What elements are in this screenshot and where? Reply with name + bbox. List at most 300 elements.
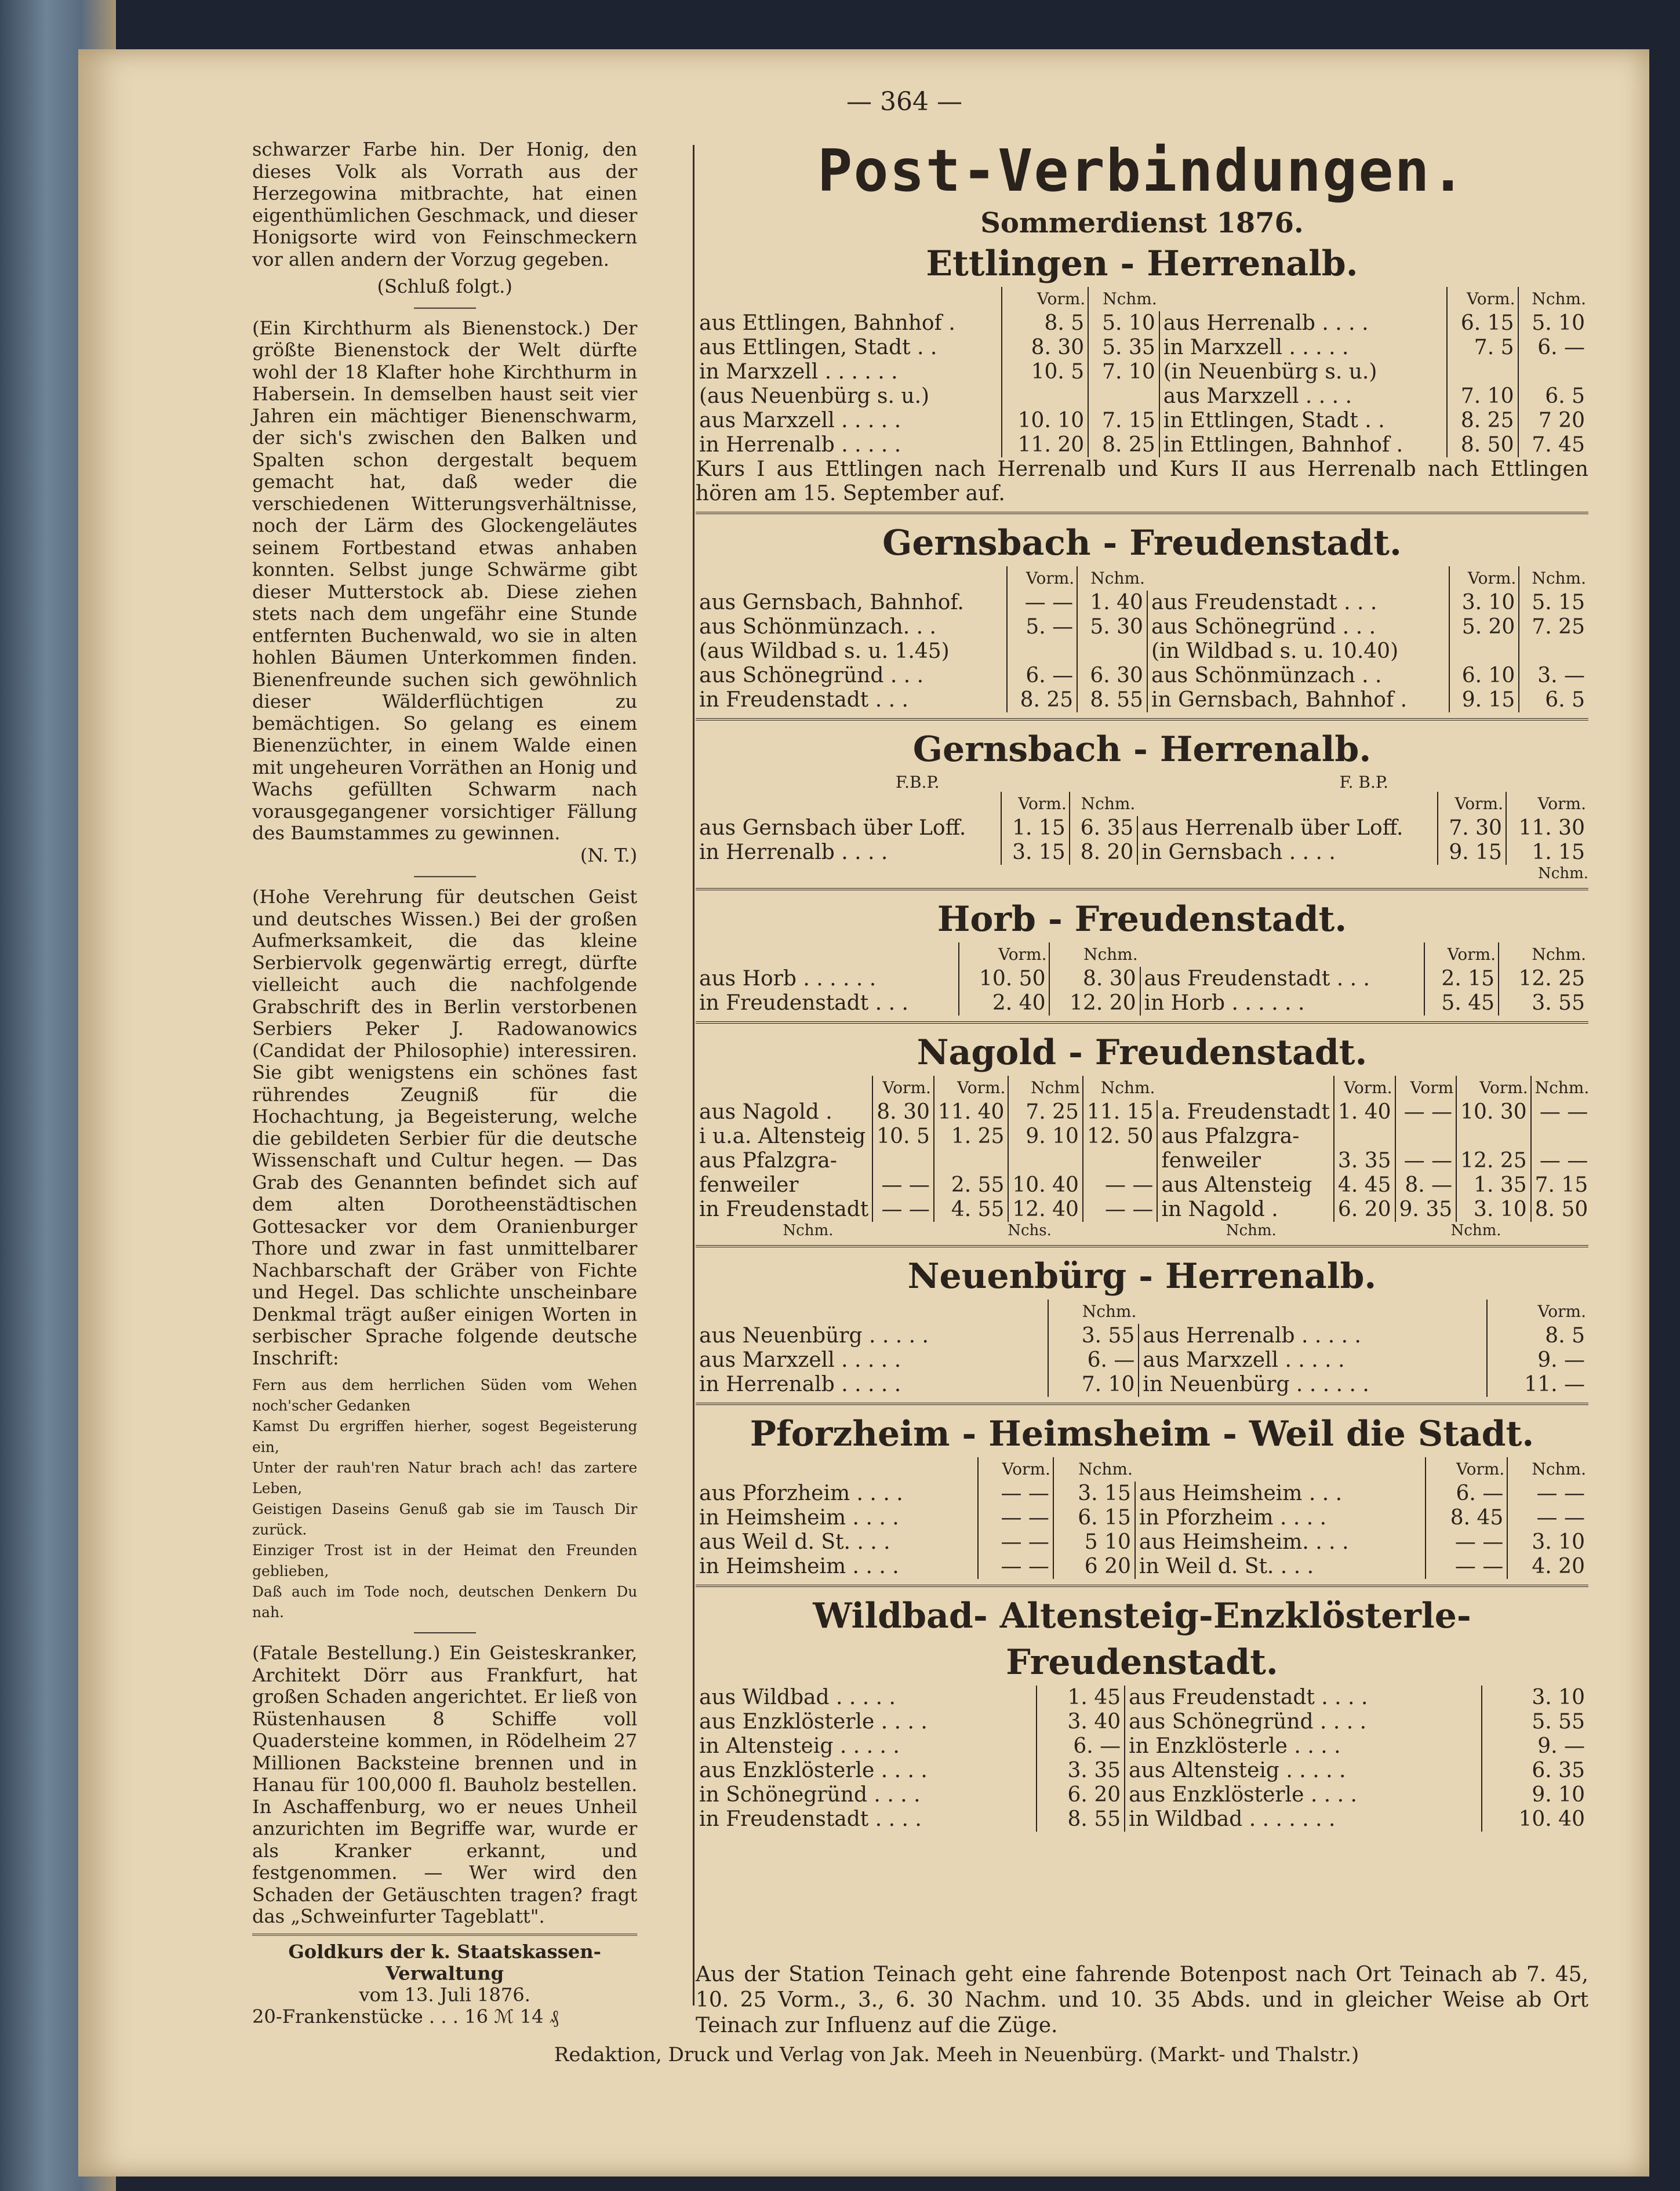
timetable-row — [696, 1506, 1588, 1530]
departure-time: — — — [872, 1198, 934, 1222]
departure-time: 11. 20 — [1002, 433, 1088, 457]
departure-time: 6. — — [1007, 664, 1077, 688]
station-label: in Gernsbach, Bahnhof . — [1147, 688, 1449, 712]
departure-time: 5. 35 — [1088, 336, 1159, 360]
time-column-header: Vorm. — [1487, 1300, 1588, 1324]
route-title: Wildbad- Altensteig-Enzklösterle- Freudenstadt. — [813, 1596, 1471, 1683]
epitaph-poem — [252, 1375, 637, 1623]
station-label: in Altensteig . . . . . — [699, 1734, 900, 1758]
time-column-header: Vorm. — [1001, 792, 1070, 816]
departure-time: — — — [1426, 1530, 1507, 1555]
route-title: Gernsbach - Freudenstadt. — [882, 523, 1402, 563]
station-label: aus Neuenbürg . . . . . — [699, 1324, 929, 1348]
station-label: in Herrenalb . . . . . — [699, 433, 901, 457]
departure-time: 9. — — [1487, 1348, 1588, 1373]
departure-time: — — — [1507, 1506, 1588, 1530]
departure-time: — — — [1007, 591, 1077, 615]
station-label: in Freudenstadt . . . — [699, 688, 908, 712]
station-label: aus Schönegründ . . . . — [1125, 1710, 1482, 1734]
departure-time — [1083, 1149, 1158, 1173]
time-column-header: Nchm. — [1531, 1076, 1592, 1100]
departure-time: 3. 35 — [1037, 1759, 1125, 1783]
station-label: aus Pfalzgra- — [1157, 1124, 1333, 1149]
station-label: in Enzklösterle . . . . — [1125, 1734, 1482, 1759]
departure-time: 1. 15 — [1506, 840, 1588, 865]
station-label: aus Altensteig . . . . . — [1125, 1759, 1482, 1783]
route-title: Nagold - Freudenstadt. — [917, 1032, 1368, 1073]
departure-time: — — — [1531, 1100, 1592, 1124]
departure-time — [1519, 639, 1588, 664]
station-label: aus Schönegründ . . . — [699, 664, 924, 687]
separator — [414, 876, 476, 878]
route-title: Neuenbürg - Herrenalb. — [907, 1256, 1377, 1297]
departure-time: 8. 45 — [1426, 1506, 1507, 1530]
header-spacer — [696, 1457, 978, 1482]
departure-time: 9. 10 — [1008, 1124, 1083, 1149]
time-column-header: Vorm. — [978, 1457, 1053, 1482]
departure-time — [1334, 1124, 1395, 1149]
departure-time: 3. 35 — [1334, 1149, 1395, 1173]
timetable — [696, 566, 1588, 712]
station-label: in Ettlingen, Bahnhof . — [1159, 433, 1447, 457]
station-label: in Weil d. St. . . . — [1135, 1555, 1426, 1579]
departure-time: 5. 55 — [1482, 1710, 1588, 1734]
departure-time: — — — [1395, 1149, 1457, 1173]
header-spacer — [696, 566, 1007, 591]
departure-time: 8. 30 — [1002, 336, 1088, 360]
departure-time: 7. 15 — [1088, 409, 1159, 433]
departure-time — [1531, 1124, 1592, 1149]
departure-time: 4. 45 — [1334, 1173, 1395, 1198]
time-column-header: Vorm. — [1334, 1076, 1395, 1100]
station-label: (in Wildbad s. u. 10.40) — [1147, 639, 1449, 664]
route-block — [696, 1021, 1588, 1239]
departure-time: 6. — — [1037, 1734, 1125, 1759]
timetable-header — [696, 1076, 1591, 1100]
station-label: aus Schönegründ . . . — [1147, 615, 1449, 639]
article-serbian-tribute: (Hohe Verehrung für deutschen Geist und deutsches Wissen.) Bei der großen Aufmerksamkeit, die das kleine Serbiervolk gegenwärtig erregt, dürfte vielleicht auch die nachfolgende Grabschrift des in Berlin verstorbenen Serbiers Peker J. Radowanowics (Candidat der Philosophie) interessiren. Sie gibt wenigstens ein schönes fast rührendes Zeugniß für die Hochachtung, ja Begeisterung, welche die gebildeten Serbier für die deutsche Wissenschaft und Cultur hegen. — Das Grab des Genannten befindet sich auf dem alten Dorotheenstädtischen Gottesacker vor dem Oranienburger Thore und zwar in fast unmittelbarer Nachbarschaft der Gräber von Fichte und Hegel. Das schlichte unscheinbare Denkmal trägt außer einigen Worten in serbischer Sprache folgende deutsche Inschrift: — [252, 886, 638, 1369]
departure-time: 8. 5 — [1002, 311, 1088, 336]
departure-time: 3. 10 — [1449, 591, 1519, 615]
station-label: aus Herrenalb . . . . — [1159, 311, 1447, 336]
departure-time: 6. 15 — [1053, 1506, 1135, 1530]
station-label: a. Freudenstadt — [1157, 1100, 1333, 1124]
timetable-header — [696, 566, 1588, 591]
article-beehive-tower: (Ein Kirchthurm als Bienenstock.) Der größte Bienenstock der Welt dürfte wohl der 18 Klafter hohe Kirchthurm in Habersein. In demselben haust seit vier Jahren ein mächtiger Bienenschwarm, der sich's zwischen den Balken und Spalten schon dergestalt bequem gemacht hat, daß weder die verschiedenen Witterungsverhältnisse, noch der Lärm des Glockengeläutes seinem Fortbestand etwas anhaben konnten. Selbst junge Schwärme gibt dieser Mutterstock ab. Diese ziehen stets nach dem ungefähr eine Stunde entfernten Buchenwald, wo sie in alten hohlen Bäumen Unterkommen finden. Bienenfreunde suchen sich gewöhnlich dieser Wälderflüchtigen zu bemächtigen. So gelang es einem Bienenzüchter, in einem Walde einen mit ungeheuren Vorräthen an Honig und Wachs gefüllten Schwarm nach vorausgegangener vorsichtiger Fällung des Baumstammes zu gewinnen. — [252, 318, 638, 845]
departure-time: 7. 45 — [1518, 433, 1589, 457]
separator — [414, 307, 476, 308]
time-column-header: Vorm. — [1002, 287, 1088, 311]
departure-time: 5. 15 — [1519, 591, 1588, 615]
departure-time: 3. 55 — [1048, 1324, 1139, 1348]
departure-time: — — — [978, 1482, 1053, 1506]
station-label: aus Schönmünzach. . . — [699, 615, 936, 639]
timetable-post-label: Nchm. — [1538, 865, 1588, 882]
timetable-row — [696, 1686, 1588, 1710]
departure-time: — — — [978, 1506, 1053, 1530]
poem-line: Einziger Trost ist in der Heimat den Freunden geblieben, — [252, 1542, 638, 1580]
departure-time: 6. 20 — [1334, 1198, 1395, 1222]
departure-time: 10. 10 — [1002, 409, 1088, 433]
timetable-row — [696, 384, 1588, 409]
station-label: aus Wildbad . . . . . — [699, 1686, 896, 1709]
route-rule — [696, 1585, 1588, 1587]
departure-time — [1007, 639, 1077, 664]
departure-time: 11. 30 — [1506, 816, 1588, 840]
timetable-row — [696, 664, 1588, 688]
departure-time: — — — [978, 1530, 1053, 1555]
station-label: aus Enzklösterle . . . . — [1125, 1783, 1482, 1807]
route-pre-header — [696, 773, 1588, 792]
departure-time: 8. 20 — [1070, 840, 1138, 865]
departure-time: 5. 10 — [1518, 311, 1589, 336]
header-spacer — [1135, 1457, 1426, 1482]
departure-time: 10. 5 — [872, 1124, 934, 1149]
station-label: aus Gernsbach über Loff. — [699, 816, 966, 840]
station-label: aus Marxzell . . . . . — [1139, 1348, 1487, 1373]
route-block — [696, 512, 1588, 712]
route-rule — [696, 1245, 1588, 1247]
right-column — [696, 136, 1588, 1832]
station-label: aus Weil d. St. . . . — [699, 1530, 890, 1554]
departure-time: 6 20 — [1053, 1555, 1135, 1579]
departure-time: 6. 20 — [1037, 1783, 1125, 1807]
poem-line: Geistigen Daseins Genuß gab sie im Tausch Dir zurück. — [252, 1500, 638, 1538]
departure-time: 3. 15 — [1001, 840, 1070, 865]
departure-time: 8. 25 — [1007, 688, 1077, 712]
time-column-header: Nchm. — [1519, 566, 1588, 591]
departure-time — [1449, 639, 1519, 664]
departure-time: 8. 25 — [1447, 409, 1518, 433]
timetable-header — [696, 792, 1588, 816]
time-column-header: Vorm. — [1438, 792, 1506, 816]
departure-time: 11. 15 — [1083, 1100, 1158, 1124]
station-label: aus Ettlingen, Stadt . . — [699, 336, 937, 359]
footer-label: Nchm. — [783, 1222, 834, 1239]
time-column-header: Vorm. — [934, 1076, 1009, 1100]
route-rule — [696, 1403, 1588, 1405]
station-label: aus Herrenalb über Loff. — [1137, 816, 1438, 840]
time-column-header: Nchm. — [1053, 1457, 1135, 1482]
departure-time: 7. 30 — [1438, 816, 1506, 840]
station-label: fenweiler — [699, 1173, 799, 1197]
poem-line: Unter der rauh'ren Natur brach ach! das zartere Leben, — [252, 1459, 638, 1497]
departure-time: — — — [1083, 1173, 1158, 1198]
station-label: aus Pfalzgra- — [699, 1149, 837, 1173]
station-label: in Neuenbürg . . . . . . — [1139, 1373, 1487, 1397]
departure-time: 5. 10 — [1088, 311, 1159, 336]
departure-time: 8. 50 — [1531, 1198, 1592, 1222]
timetable-header — [696, 1457, 1588, 1482]
departure-time: 9. — — [1482, 1734, 1588, 1759]
departure-time: 8. 55 — [1077, 688, 1147, 712]
poem-line: Kamst Du ergriffen hierher, sogest Begeisterung ein, — [252, 1418, 638, 1456]
station-label: aus Altensteig — [1157, 1173, 1333, 1198]
station-label: in Heimsheim . . . . — [699, 1506, 899, 1530]
departure-time: 10. 40 — [1008, 1173, 1083, 1198]
departure-time: 1. 35 — [1456, 1173, 1531, 1198]
departure-time: 2. 40 — [959, 991, 1049, 1016]
departure-time: 1. 45 — [1037, 1686, 1125, 1710]
time-column-header: Nchm. — [1083, 1076, 1158, 1100]
departure-time — [1447, 360, 1518, 384]
timetable-row — [696, 991, 1588, 1016]
station-label: in Herrenalb . . . . — [699, 840, 888, 864]
article-honey-end: schwarzer Farbe hin. Der Honig, den dieses Volk als Vorrath aus der Herzegowina mitbrachte, hat einen eigenthümlichen Geschmack, und dieser Honigsorte wird von Feinschmeckern vor allen andern der Vorzug gegeben. — [252, 139, 638, 271]
timetable-row — [696, 336, 1588, 360]
departure-time: 6. 35 — [1070, 816, 1138, 840]
teinach-note: Aus der Station Teinach geht eine fahrende Botenpost nach Ort Teinach ab 7. 45, 10. 25 Vorm., 3., 6. 30 Nachm. und 10. 35 Abds. und in gleicher Weise ab Ort Teinach zur Influenz auf die Züge. — [696, 1963, 1588, 2037]
header-spacer — [1140, 942, 1424, 967]
departure-time: 3. — — [1519, 664, 1588, 688]
departure-time: 2. 55 — [934, 1173, 1009, 1198]
departure-time: 7. 10 — [1088, 360, 1159, 384]
timetable-row — [696, 1149, 1591, 1173]
timetable-row — [696, 433, 1588, 457]
header-spacer — [1137, 792, 1438, 816]
time-column-header: Nchm. — [1518, 287, 1589, 311]
timetable-row — [696, 1482, 1588, 1506]
departure-time: 6. — — [1518, 336, 1589, 360]
station-label: (aus Neuenbürg s. u.) — [699, 384, 930, 408]
departure-time: 8. — — [1395, 1173, 1457, 1198]
route-title: Ettlingen - Herrenalb. — [926, 243, 1358, 284]
time-column-header: Vorm. — [1424, 942, 1499, 967]
time-column-header: Nchm. — [1049, 942, 1140, 967]
route-title: Gernsbach - Herrenalb. — [912, 729, 1372, 770]
route-block — [696, 1585, 1588, 1832]
station-label: in Marxzell . . . . . . — [699, 360, 898, 384]
departure-time: 5 10 — [1053, 1530, 1135, 1555]
departure-time: — — — [1395, 1100, 1457, 1124]
station-label: aus Pforzheim . . . . — [699, 1482, 903, 1505]
station-label: in Schönegründ . . . . — [699, 1783, 921, 1807]
time-column-header: Nchm. — [1048, 1300, 1139, 1324]
station-label: in Wildbad . . . . . . . — [1125, 1807, 1482, 1832]
timetable-row — [696, 1198, 1591, 1222]
gold-rate-date: vom 13. Juli 1876. — [359, 1984, 530, 2006]
timetable — [696, 1457, 1588, 1579]
page-number: — 364 — — [846, 87, 962, 117]
departure-time: 7. 10 — [1447, 384, 1518, 409]
time-column-header: Vorm. — [1506, 792, 1588, 816]
departure-time — [1088, 384, 1159, 409]
timetable — [696, 1076, 1591, 1222]
departure-time: 6. — — [1426, 1482, 1507, 1506]
departure-time: 10. 5 — [1002, 360, 1088, 384]
station-label: aus Enzklösterle . . . . — [699, 1759, 928, 1782]
continued-note: (Schluß folgt.) — [377, 276, 512, 297]
departure-time: 6. 35 — [1482, 1759, 1588, 1783]
column-divider — [693, 145, 694, 2006]
departure-time: 3. 55 — [1499, 991, 1588, 1016]
timetable-header — [696, 942, 1588, 967]
departure-time: 7. 25 — [1519, 615, 1588, 639]
footer-label: Nchm. — [1226, 1222, 1277, 1239]
station-label: aus Nagold . — [699, 1100, 832, 1124]
article-signature: (N. T.) — [580, 845, 638, 867]
route-list — [696, 241, 1588, 1832]
departure-time: 3. 10 — [1482, 1686, 1588, 1710]
time-column-header: Vorm — [1395, 1076, 1457, 1100]
timetable-row — [696, 1173, 1591, 1198]
departure-time — [1518, 360, 1589, 384]
timetable-row — [696, 1348, 1588, 1373]
departure-time: 4. 55 — [934, 1198, 1009, 1222]
departure-time: 12. 50 — [1083, 1124, 1158, 1149]
departure-time: 7. 5 — [1447, 336, 1518, 360]
departure-time: 11. 40 — [934, 1100, 1009, 1124]
departure-time: 9. 10 — [1482, 1783, 1588, 1807]
departure-time: 11. — — [1487, 1373, 1588, 1397]
departure-time: 3. 15 — [1053, 1482, 1135, 1506]
station-label: in Horb . . . . . . — [1140, 991, 1424, 1016]
station-label: aus Marxzell . . . . . — [699, 409, 901, 432]
departure-time: 5. — — [1007, 615, 1077, 639]
departure-time: 12. 25 — [1499, 967, 1588, 991]
route-rule — [696, 718, 1588, 720]
timetable-row — [696, 1807, 1588, 1832]
departure-time: 12. 20 — [1049, 991, 1140, 1016]
timetable-row — [696, 1783, 1588, 1807]
time-column-header: Nchm. — [1077, 566, 1147, 591]
timetable — [696, 1300, 1588, 1397]
time-column-header: Vorm. — [1007, 566, 1077, 591]
departure-time — [1077, 639, 1147, 664]
imprint: Redaktion, Druck und Verlag von Jak. Meeh in Neuenbürg. (Markt- und Thalstr.) — [554, 2043, 1359, 2066]
station-label: aus Heimsheim . . . — [1135, 1482, 1426, 1506]
departure-time: 5. 20 — [1449, 615, 1519, 639]
page-subtitle: Sommerdienst 1876. — [980, 207, 1304, 239]
header-spacer — [1157, 1076, 1333, 1100]
departure-time: 12. 25 — [1456, 1149, 1531, 1173]
departure-time — [1008, 1149, 1083, 1173]
header-spacer — [696, 287, 1002, 311]
timetable-header — [696, 287, 1588, 311]
header-spacer — [1147, 566, 1449, 591]
poem-line: Daß auch im Tode noch, deutschen Denkern Du nah. — [252, 1583, 638, 1621]
timetable-row — [696, 1124, 1591, 1149]
route-block — [696, 1403, 1588, 1579]
station-label: (in Neuenbürg s. u.) — [1159, 360, 1447, 384]
timetable-row — [696, 1759, 1588, 1783]
departure-time: 6. 15 — [1447, 311, 1518, 336]
departure-time: — — — [1083, 1198, 1158, 1222]
route-rule — [696, 1021, 1588, 1024]
time-column-header: Vorm. — [959, 942, 1049, 967]
timetable-row — [696, 688, 1588, 712]
departure-time: 8. 50 — [1447, 433, 1518, 457]
departure-time: 2. 15 — [1424, 967, 1499, 991]
header-spacer — [696, 792, 1001, 816]
departure-time: — — — [978, 1555, 1053, 1579]
article-fatal-order: (Fatale Bestellung.) Ein Geisteskranker, Architekt Dörr aus Frankfurt, hat großen Schaden angerichtet. Er ließ von Rüstenhausen 8 Schiffe voll Quadersteine kommen, in Rödelheim 27 Millionen Backsteine brennen und in Hanau für 100,000 fl. Bauholz bestellen. In Aschaffenburg, wo er neues Unheil anzurichten im Begriffe war, wurde er als Kranker erkannt, und festgenommen. — Wer wird den Schaden der Getäuschten tragen? fragt das „Schweinfurter Tageblatt". — [252, 1642, 638, 1928]
station-label: aus Marxzell . . . . — [1159, 384, 1447, 409]
timetable-row — [696, 591, 1588, 615]
route-block — [696, 241, 1588, 506]
timetable-row — [696, 360, 1588, 384]
departure-time: 9. 35 — [1395, 1198, 1457, 1222]
station-label: in Gernsbach . . . . — [1137, 840, 1438, 865]
station-label: in Freudenstadt — [699, 1198, 869, 1221]
station-label: in Ettlingen, Stadt . . — [1159, 409, 1447, 433]
left-column — [252, 139, 637, 2029]
gold-rate-title: Goldkurs der k. Staatskassen-Verwaltung — [288, 1940, 601, 1985]
time-column-header: Vorm. — [872, 1076, 934, 1100]
footer-label: Nchs. — [1008, 1222, 1052, 1239]
route-title: Horb - Freudenstadt. — [937, 899, 1347, 940]
departure-time: 6. 10 — [1449, 664, 1519, 688]
station-label: in Nagold . — [1157, 1198, 1333, 1222]
footer-label: Nchm. — [1450, 1222, 1501, 1239]
station-label: fenweiler — [1157, 1149, 1333, 1173]
departure-time: — — — [1426, 1555, 1507, 1579]
station-label: in Freudenstadt . . . — [699, 991, 908, 1015]
route-title: Pforzheim - Heimsheim - Weil die Stadt. — [750, 1414, 1534, 1454]
timetable-header — [696, 1300, 1588, 1324]
timetable-row — [696, 1373, 1588, 1397]
station-label: in Freudenstadt . . . . — [699, 1807, 922, 1831]
departure-time — [1395, 1124, 1457, 1149]
departure-time: 8. 5 — [1487, 1324, 1588, 1348]
departure-time: 10. 30 — [1456, 1100, 1531, 1124]
station-label: aus Freudenstadt . . . — [1147, 591, 1449, 615]
time-column-header: Vorm. — [1426, 1457, 1507, 1482]
departure-time — [1456, 1124, 1531, 1149]
page-title: Post-Verbindungen. — [817, 137, 1467, 205]
timetable-row — [696, 1555, 1588, 1579]
departure-time: 8. 30 — [872, 1100, 934, 1124]
departure-time: — — — [1507, 1482, 1588, 1506]
departure-time: 5. 30 — [1077, 615, 1147, 639]
departure-time: — — — [1531, 1149, 1592, 1173]
timetable-row — [696, 1100, 1591, 1124]
departure-time: 6. 5 — [1519, 688, 1588, 712]
station-label: i u.a. Altensteig — [699, 1124, 866, 1148]
station-label: aus Ettlingen, Bahnhof . — [699, 311, 955, 335]
time-column-header: Vorm. — [1447, 287, 1518, 311]
departure-time — [934, 1149, 1009, 1173]
timetable-footer — [696, 1222, 1588, 1239]
header-spacer — [1139, 1300, 1487, 1324]
timetable-row — [696, 311, 1588, 336]
departure-time: 4. 20 — [1507, 1555, 1588, 1579]
departure-time: 7. 25 — [1008, 1100, 1083, 1124]
time-column-header: Nchm. — [1499, 942, 1588, 967]
station-label: aus Schönmünzach . . — [1147, 664, 1449, 688]
departure-time: 6. 5 — [1518, 384, 1589, 409]
time-column-header: Vorm. — [1456, 1076, 1531, 1100]
departure-time: 7 20 — [1518, 409, 1589, 433]
departure-time: 5. 45 — [1424, 991, 1499, 1016]
time-column-header: Nchm. — [1070, 792, 1138, 816]
departure-time: 9. 15 — [1449, 688, 1519, 712]
route-block — [696, 718, 1588, 882]
timetable-row — [696, 840, 1588, 865]
route-rule — [696, 512, 1588, 514]
timetable-row — [696, 639, 1588, 664]
time-column-header: Nchm. — [1088, 287, 1159, 311]
departure-time: 9. 15 — [1438, 840, 1506, 865]
departure-time — [1002, 384, 1088, 409]
departure-time: 1. 25 — [934, 1124, 1009, 1149]
departure-time: 7. 10 — [1048, 1373, 1139, 1397]
route-block — [696, 1245, 1588, 1397]
station-label: in Herrenalb . . . . . — [699, 1373, 901, 1396]
departure-time: 3. 10 — [1507, 1530, 1588, 1555]
departure-time: 3. 10 — [1456, 1198, 1531, 1222]
timetable — [696, 792, 1588, 865]
